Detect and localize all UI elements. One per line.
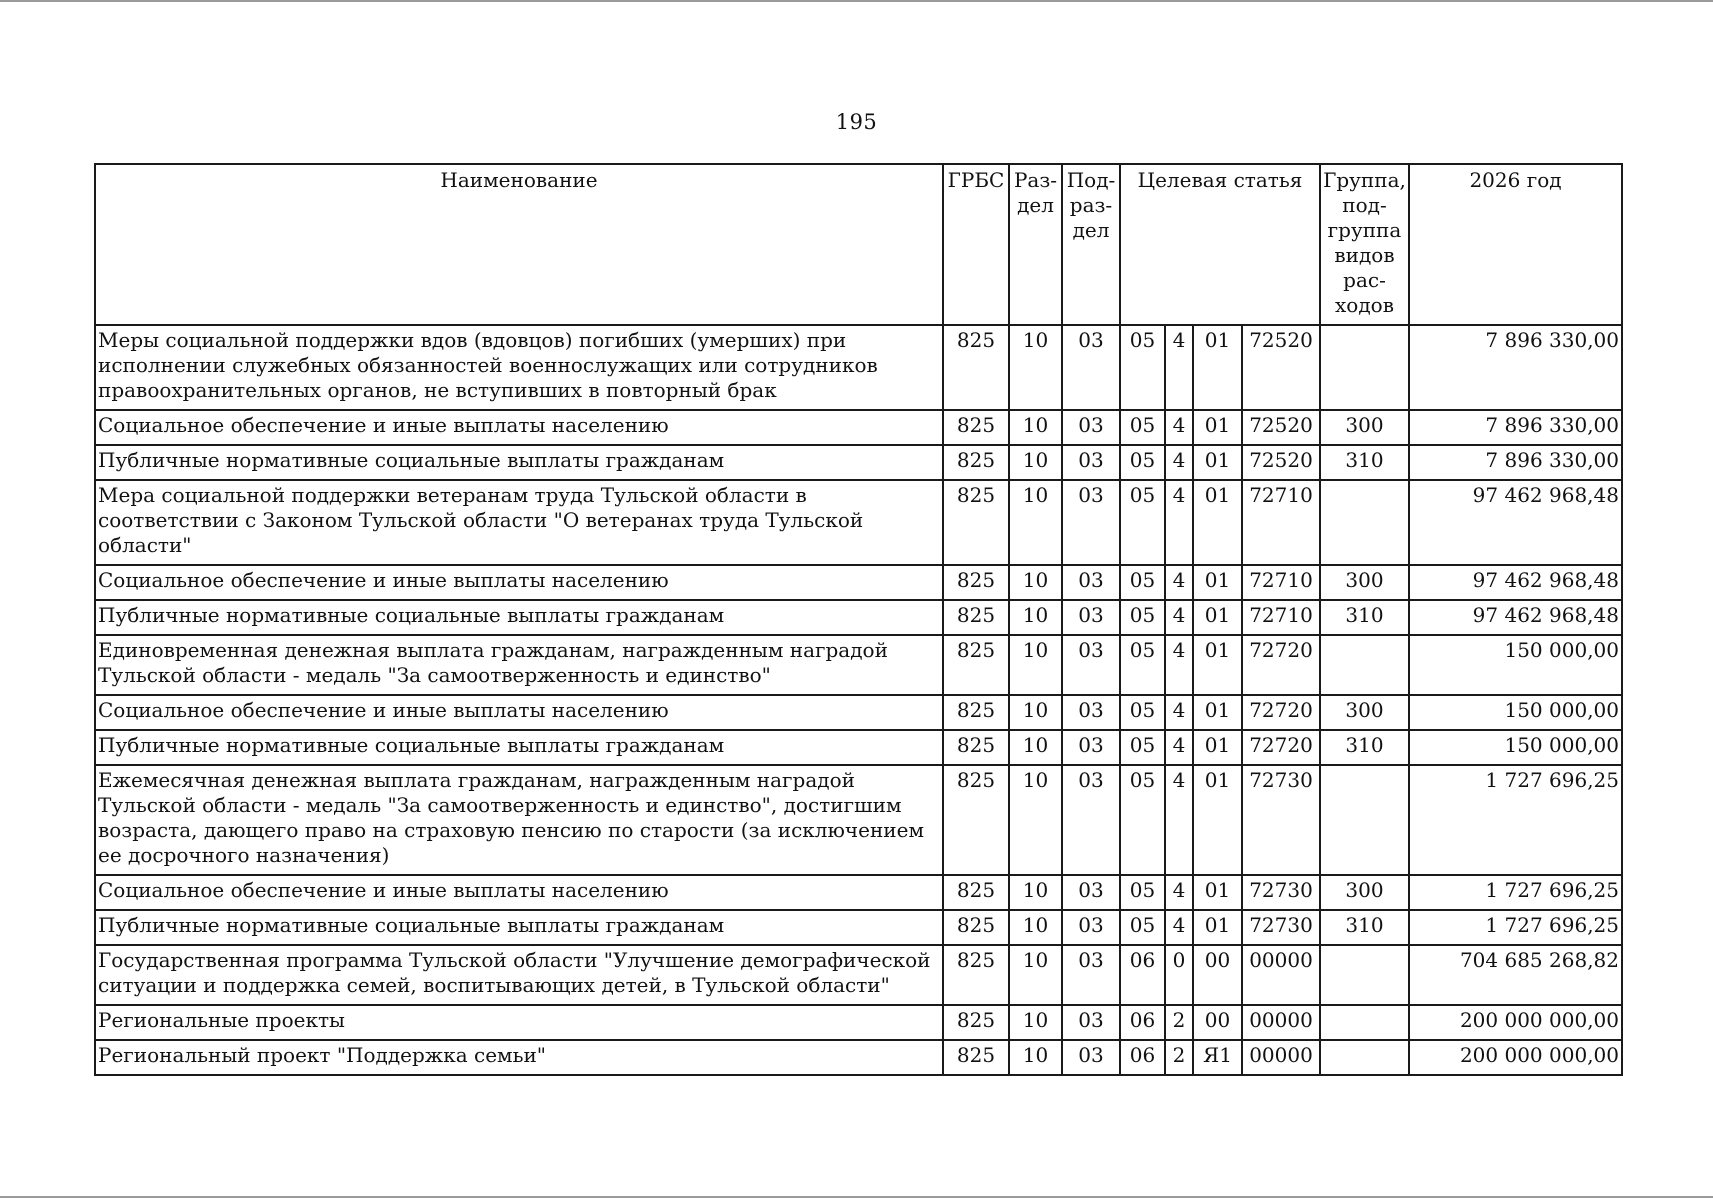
cell-target-program: 05 (1120, 565, 1165, 600)
cell-grbs: 825 (943, 325, 1009, 410)
cell-amount: 97 462 968,48 (1409, 565, 1622, 600)
cell-razdel: 10 (1009, 730, 1062, 765)
cell-podrazdel: 03 (1062, 910, 1120, 945)
cell-razdel: 10 (1009, 445, 1062, 480)
cell-podrazdel: 03 (1062, 1005, 1120, 1040)
cell-expense-group: 310 (1320, 600, 1409, 635)
table-row (95, 910, 1622, 945)
cell-target-direction: 72720 (1242, 635, 1320, 695)
cell-grbs: 825 (943, 695, 1009, 730)
cell-expense-group: 300 (1320, 695, 1409, 730)
cell-target-program: 05 (1120, 480, 1165, 565)
cell-grbs: 825 (943, 565, 1009, 600)
cell-razdel: 10 (1009, 635, 1062, 695)
cell-razdel: 10 (1009, 325, 1062, 410)
cell-amount: 7 896 330,00 (1409, 325, 1622, 410)
cell-target-direction: 72720 (1242, 730, 1320, 765)
scan-edge-top (0, 0, 1713, 2)
cell-target-direction: 72730 (1242, 875, 1320, 910)
cell-target-element: 01 (1193, 445, 1242, 480)
header-grbs-text: ГРБС (947, 168, 1005, 192)
cell-target-element: 01 (1193, 910, 1242, 945)
cell-amount: 7 896 330,00 (1409, 445, 1622, 480)
cell-razdel: 10 (1009, 480, 1062, 565)
table-row (95, 565, 1622, 600)
table-row (95, 1040, 1622, 1075)
cell-name: Социальное обеспечение и иные выплаты населению (95, 695, 943, 730)
cell-target-direction: 72730 (1242, 910, 1320, 945)
cell-target-element: 01 (1193, 695, 1242, 730)
cell-podrazdel: 03 (1062, 325, 1120, 410)
cell-target-element: 01 (1193, 765, 1242, 875)
cell-target-element: 01 (1193, 875, 1242, 910)
page-number: 195 (835, 110, 878, 134)
cell-target-element: 01 (1193, 325, 1242, 410)
cell-target-type: 2 (1165, 1040, 1193, 1075)
cell-amount: 150 000,00 (1409, 695, 1622, 730)
header-amount-text: 2026 год (1469, 168, 1562, 192)
cell-name: Социальное обеспечение и иные выплаты населению (95, 875, 943, 910)
cell-amount: 200 000 000,00 (1409, 1040, 1622, 1075)
cell-razdel: 10 (1009, 945, 1062, 1005)
table-row (95, 695, 1622, 730)
table-row (95, 410, 1622, 445)
cell-target-type: 4 (1165, 600, 1193, 635)
cell-podrazdel: 03 (1062, 1040, 1120, 1075)
cell-expense-group (1320, 945, 1409, 1005)
cell-expense-group (1320, 480, 1409, 565)
table-row (95, 945, 1622, 1005)
cell-target-type: 4 (1165, 480, 1193, 565)
cell-razdel: 10 (1009, 875, 1062, 910)
cell-amount: 97 462 968,48 (1409, 600, 1622, 635)
cell-target-program: 05 (1120, 730, 1165, 765)
cell-expense-group: 310 (1320, 445, 1409, 480)
header-podrazdel-text: Под- раз- дел (1066, 168, 1116, 242)
cell-podrazdel: 03 (1062, 635, 1120, 695)
table-body (95, 325, 1622, 1075)
header-group-text: Группа, под- группа видов рас- ходов (1323, 168, 1406, 317)
cell-target-element: 01 (1193, 480, 1242, 565)
cell-target-type: 0 (1165, 945, 1193, 1005)
cell-name: Публичные нормативные социальные выплаты гражданам (95, 730, 943, 765)
cell-target-type: 4 (1165, 910, 1193, 945)
cell-target-type: 4 (1165, 325, 1193, 410)
cell-target-element: 01 (1193, 565, 1242, 600)
cell-grbs: 825 (943, 445, 1009, 480)
cell-target-element: 01 (1193, 635, 1242, 695)
cell-target-program: 05 (1120, 635, 1165, 695)
cell-podrazdel: 03 (1062, 875, 1120, 910)
header-podrazdel (1062, 164, 1120, 325)
cell-expense-group: 310 (1320, 730, 1409, 765)
cell-target-direction: 00000 (1242, 945, 1320, 1005)
cell-podrazdel: 03 (1062, 945, 1120, 1005)
cell-amount: 97 462 968,48 (1409, 480, 1622, 565)
cell-name: Мера социальной поддержки ветеранам труда Тульской области в соответствии с Законом Тульской области "О ветеранах труда Тульской области" (95, 480, 943, 565)
cell-grbs: 825 (943, 1040, 1009, 1075)
budget-table (94, 163, 1623, 1076)
cell-target-direction: 72720 (1242, 695, 1320, 730)
cell-grbs: 825 (943, 1005, 1009, 1040)
cell-name: Единовременная денежная выплата гражданам, награжденным наградой Тульской области - медаль "За самоотверженность и единство" (95, 635, 943, 695)
cell-target-direction: 72520 (1242, 325, 1320, 410)
cell-name: Меры социальной поддержки вдов (вдовцов) погибших (умерших) при исполнении служебных обязанностей военнослужащих или сотрудников правоохранительных органов, не вступивших в повторный брак (95, 325, 943, 410)
cell-razdel: 10 (1009, 600, 1062, 635)
cell-target-direction: 72730 (1242, 765, 1320, 875)
cell-razdel: 10 (1009, 765, 1062, 875)
cell-amount: 1 727 696,25 (1409, 875, 1622, 910)
cell-expense-group: 300 (1320, 565, 1409, 600)
header-target-article (1120, 164, 1320, 325)
cell-target-type: 2 (1165, 1005, 1193, 1040)
cell-target-type: 4 (1165, 565, 1193, 600)
cell-expense-group (1320, 325, 1409, 410)
cell-target-type: 4 (1165, 875, 1193, 910)
table-header-row (95, 164, 1622, 325)
cell-name: Региональный проект "Поддержка семьи" (95, 1040, 943, 1075)
cell-podrazdel: 03 (1062, 600, 1120, 635)
cell-target-type: 4 (1165, 410, 1193, 445)
header-target-text: Целевая статья (1137, 168, 1303, 192)
cell-grbs: 825 (943, 730, 1009, 765)
cell-amount: 150 000,00 (1409, 730, 1622, 765)
table-row (95, 600, 1622, 635)
cell-target-type: 4 (1165, 635, 1193, 695)
cell-target-direction: 72710 (1242, 480, 1320, 565)
cell-target-program: 06 (1120, 1005, 1165, 1040)
cell-expense-group: 300 (1320, 410, 1409, 445)
cell-target-element: 01 (1193, 730, 1242, 765)
cell-grbs: 825 (943, 635, 1009, 695)
cell-target-direction: 72710 (1242, 600, 1320, 635)
cell-target-program: 06 (1120, 1040, 1165, 1075)
cell-name: Публичные нормативные социальные выплаты гражданам (95, 910, 943, 945)
cell-amount: 1 727 696,25 (1409, 765, 1622, 875)
cell-podrazdel: 03 (1062, 565, 1120, 600)
cell-target-direction: 72520 (1242, 445, 1320, 480)
cell-grbs: 825 (943, 910, 1009, 945)
table-row (95, 875, 1622, 910)
table-row (95, 445, 1622, 480)
cell-name: Социальное обеспечение и иные выплаты населению (95, 565, 943, 600)
cell-name: Публичные нормативные социальные выплаты гражданам (95, 445, 943, 480)
cell-target-element: 00 (1193, 1005, 1242, 1040)
cell-razdel: 10 (1009, 410, 1062, 445)
cell-grbs: 825 (943, 945, 1009, 1005)
cell-expense-group: 300 (1320, 875, 1409, 910)
cell-target-element: 01 (1193, 600, 1242, 635)
cell-target-program: 05 (1120, 325, 1165, 410)
cell-grbs: 825 (943, 600, 1009, 635)
cell-amount: 7 896 330,00 (1409, 410, 1622, 445)
cell-target-program: 05 (1120, 765, 1165, 875)
cell-razdel: 10 (1009, 1040, 1062, 1075)
cell-podrazdel: 03 (1062, 730, 1120, 765)
cell-target-program: 05 (1120, 875, 1165, 910)
cell-expense-group: 310 (1320, 910, 1409, 945)
cell-name: Социальное обеспечение и иные выплаты населению (95, 410, 943, 445)
cell-podrazdel: 03 (1062, 480, 1120, 565)
cell-target-direction: 72520 (1242, 410, 1320, 445)
cell-target-program: 05 (1120, 600, 1165, 635)
header-razdel-text: Раз- дел (1013, 168, 1058, 217)
cell-expense-group (1320, 1040, 1409, 1075)
cell-amount: 704 685 268,82 (1409, 945, 1622, 1005)
cell-target-type: 4 (1165, 695, 1193, 730)
header-grbs (943, 164, 1009, 325)
cell-target-type: 4 (1165, 730, 1193, 765)
cell-grbs: 825 (943, 875, 1009, 910)
cell-target-element: 00 (1193, 945, 1242, 1005)
cell-target-program: 05 (1120, 445, 1165, 480)
cell-expense-group (1320, 765, 1409, 875)
cell-amount: 1 727 696,25 (1409, 910, 1622, 945)
cell-target-program: 06 (1120, 945, 1165, 1005)
table-row (95, 325, 1622, 410)
cell-podrazdel: 03 (1062, 410, 1120, 445)
cell-name: Государственная программа Тульской области "Улучшение демографической ситуации и поддержка семей, воспитывающих детей, в Тульской области" (95, 945, 943, 1005)
cell-target-direction: 00000 (1242, 1040, 1320, 1075)
cell-grbs: 825 (943, 410, 1009, 445)
table-row (95, 480, 1622, 565)
cell-name: Ежемесячная денежная выплата гражданам, награжденным наградой Тульской области - медаль "За самоотверженность и единство", достигшим возраста, дающего право на страховую пенсию по старости (за исключением ее досрочного назначения) (95, 765, 943, 875)
cell-target-type: 4 (1165, 765, 1193, 875)
cell-expense-group (1320, 1005, 1409, 1040)
cell-target-element: 01 (1193, 410, 1242, 445)
header-name (95, 164, 943, 325)
scan-edge-bottom (0, 1196, 1713, 1198)
table-row (95, 765, 1622, 875)
cell-amount: 150 000,00 (1409, 635, 1622, 695)
cell-expense-group (1320, 635, 1409, 695)
cell-target-direction: 00000 (1242, 1005, 1320, 1040)
table-row (95, 730, 1622, 765)
cell-amount: 200 000 000,00 (1409, 1005, 1622, 1040)
cell-razdel: 10 (1009, 695, 1062, 730)
table-row (95, 1005, 1622, 1040)
cell-target-program: 05 (1120, 695, 1165, 730)
cell-target-direction: 72710 (1242, 565, 1320, 600)
cell-razdel: 10 (1009, 1005, 1062, 1040)
header-amount-2026 (1409, 164, 1622, 325)
cell-razdel: 10 (1009, 565, 1062, 600)
cell-name: Публичные нормативные социальные выплаты гражданам (95, 600, 943, 635)
cell-podrazdel: 03 (1062, 765, 1120, 875)
cell-target-type: 4 (1165, 445, 1193, 480)
header-razdel (1009, 164, 1062, 325)
cell-grbs: 825 (943, 765, 1009, 875)
cell-podrazdel: 03 (1062, 695, 1120, 730)
cell-grbs: 825 (943, 480, 1009, 565)
cell-target-program: 05 (1120, 410, 1165, 445)
table-row (95, 635, 1622, 695)
header-expense-group (1320, 164, 1409, 325)
cell-name: Региональные проекты (95, 1005, 943, 1040)
cell-target-program: 05 (1120, 910, 1165, 945)
header-name-text: Наименование (440, 168, 598, 192)
cell-razdel: 10 (1009, 910, 1062, 945)
cell-target-element: Я1 (1193, 1040, 1242, 1075)
cell-podrazdel: 03 (1062, 445, 1120, 480)
